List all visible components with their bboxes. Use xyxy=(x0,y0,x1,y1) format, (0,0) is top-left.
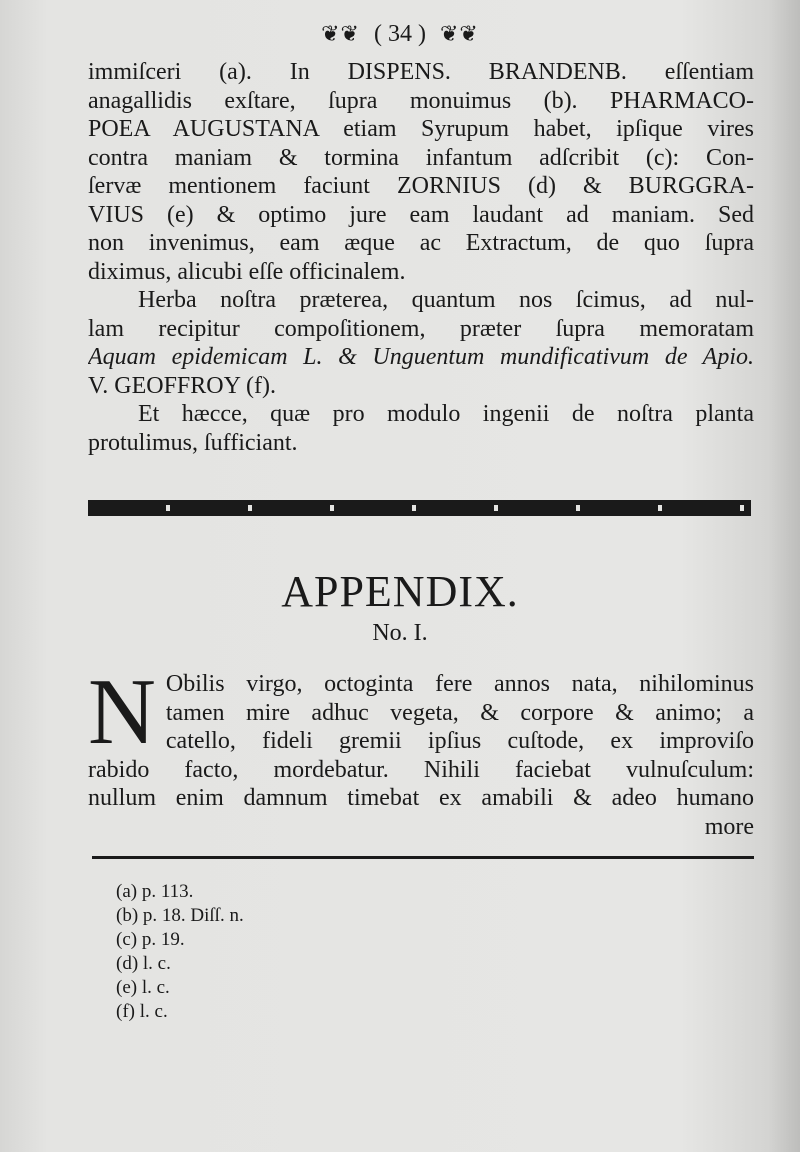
running-header xyxy=(0,14,800,54)
page-number: ( 34 ) xyxy=(374,20,426,47)
drop-cap: N xyxy=(88,660,156,764)
appendix-text xyxy=(88,660,754,841)
footnote: (a) p. 113. xyxy=(116,881,194,902)
footnote: (f) l. c. xyxy=(116,1001,168,1022)
main-text xyxy=(88,58,754,457)
text-line: nullum enim damnum timebat ex amabili & adeo humano xyxy=(88,785,754,811)
footnotes xyxy=(116,880,244,1024)
text-line: Et hæcce, quæ pro modulo ingenii de noſtra planta xyxy=(138,401,754,427)
ornament-right-icon: ❦❦ xyxy=(439,21,479,46)
text-line: diximus, alicubi eſſe officinalem. xyxy=(88,258,406,285)
text-line: non invenimus, eam æque ac Extractum, de quo ſupra xyxy=(88,230,754,256)
footnote-rule xyxy=(92,856,754,859)
text-line: rabido facto, mordebatur. Nihili faciebat vulnuſculum: xyxy=(88,756,754,783)
text-line: anagallidis exſtare, ſupra monuimus (b). PHARMACO- xyxy=(88,87,754,114)
text-line: contra maniam & tormina infantum adſcribit (c): Con- xyxy=(88,144,754,171)
decorative-rule xyxy=(88,500,751,516)
text-line: catello, fideli gremii ipſius cuſtode, ex improviſo xyxy=(165,728,754,754)
footnote: (b) p. 18. Diſſ. n. xyxy=(116,905,244,926)
text-line: V. GEOFFROY (f). xyxy=(88,372,277,399)
text-line: ſervæ mentionem faciunt ZORNIUS (d) & BURGGRA- xyxy=(88,173,754,199)
footnote: (d) l. c. xyxy=(116,953,171,974)
text-line: VIUS (e) & optimo jure eam laudant ad maniam. Sed xyxy=(88,201,754,228)
text-line: Herba noſtra præterea, quantum nos ſcimus, ad nul- xyxy=(138,287,754,313)
text-line: Aquam epidemicam L. & Unguentum mundificativum de Apio. xyxy=(88,344,754,370)
ornament-left-icon: ❦❦ xyxy=(321,21,360,46)
text-line: POEA AUGUSTANA etiam Syrupum habet, ipſique vires xyxy=(88,116,754,142)
appendix-number: No. I. xyxy=(372,620,428,646)
footnote: (e) l. c. xyxy=(116,977,170,998)
text-line: protulimus, ſufficiant. xyxy=(88,429,298,456)
text-line: tamen mire adhuc vegeta, & corpore & animo; a xyxy=(165,699,754,726)
footnote: (c) p. 19. xyxy=(116,929,185,950)
text-line: Obilis virgo, octoginta fere annos nata, nihilominus xyxy=(165,671,754,697)
appendix-title: APPENDIX. xyxy=(281,567,519,616)
text-line: immiſceri (a). In DISPENS. BRANDENB. eſſentiam xyxy=(88,59,754,85)
text-line: lam recipitur compoſitionem, præter ſupra memoratam xyxy=(88,315,754,342)
catchword: more xyxy=(704,813,754,840)
